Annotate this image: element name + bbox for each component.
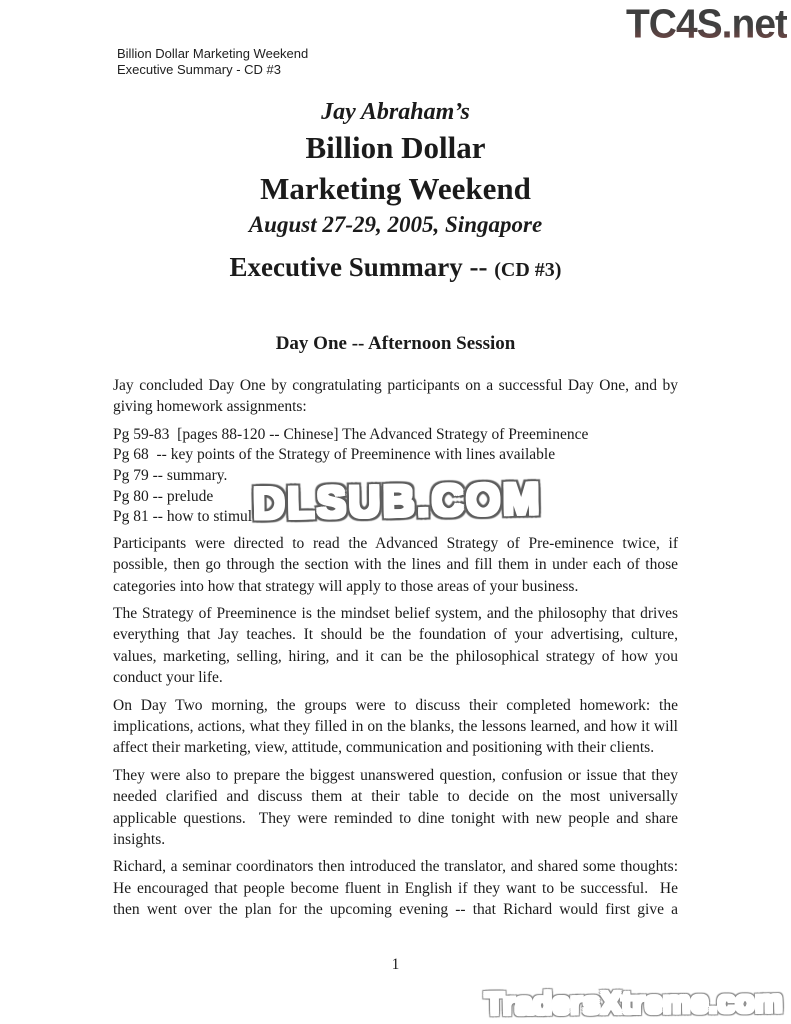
running-header [117, 46, 308, 78]
title-line2: Marketing Weekend [260, 171, 531, 206]
homework-item: Pg 81 -- how to stimul [113, 508, 253, 526]
tc4s-logo: TC4S.net [625, 2, 787, 48]
tradersxtreme-logo: TradersXtreme.com [484, 983, 784, 1022]
title-date-location: August 27-29, 2005, Singapore [248, 212, 543, 237]
homework-item: Pg 68 -- key points of the Strategy of Preeminence with lines available [113, 446, 556, 464]
homework-item: Pg 80 -- prelude [113, 487, 214, 505]
paragraph: Richard, a seminar coordinators then introduced the translator, and shared some thoughts: He encouraged that people become fluent in English if they want to be successful. He then went over the plan for the upcoming evening -- that Richard would first give a [113, 858, 682, 919]
executive-summary-heading [113, 250, 678, 287]
intro-paragraph: Jay concluded Day One by congratulating participants on a successful Day One, and by giving homework assignments: [113, 377, 682, 416]
executive-summary-text: Executive Summary -- [229, 252, 495, 282]
title-line1: Billion Dollar [305, 130, 486, 165]
title-byline: Jay Abraham’s [321, 99, 470, 125]
paragraph: They were also to prepare the biggest unanswered question, confusion or issue that they needed clarified and discuss them at their table to decide on the most universally applicable questions. They were reminded to dine tonight with new people and share insights. [113, 766, 682, 849]
running-header-line2: Executive Summary - CD #3 [117, 62, 281, 77]
page-number: 1 [391, 956, 400, 973]
paragraph: On Day Two morning, the groups were to discuss their completed homework: the implications, actions, what they filled in on the blanks, the lessons learned, and how it will affect their marketing, view, attitude, communication and positioning with their clients. [113, 696, 682, 757]
paragraph: Participants were directed to read the Advanced Strategy of Pre-eminence twice, if possible, then go through the section with the lines and fill them in under each of those categories into how that strategy will apply to those areas of your business. [113, 534, 682, 595]
homework-item: Pg 79 -- summary. [113, 467, 228, 484]
cd-number-label: (CD #3) [494, 259, 562, 281]
dlsub-watermark: DLSUB.COM [252, 474, 543, 529]
running-header-line1: Billion Dollar Marketing Weekend [117, 46, 309, 61]
homework-item: Pg 59-83 [pages 88-120 -- Chinese] The Advanced Strategy of Preeminence [113, 425, 589, 443]
paragraph: The Strategy of Preeminence is the mindset belief system, and the philosophy that drives everything that Jay teaches. It should be the foundation of your advertising, culture, values, marketing, selling, hiring, and it can be the philosophical strategy of how you conduct your life. [113, 605, 682, 687]
section-heading: Day One -- Afternoon Session [275, 333, 516, 354]
body-copy [113, 375, 682, 921]
